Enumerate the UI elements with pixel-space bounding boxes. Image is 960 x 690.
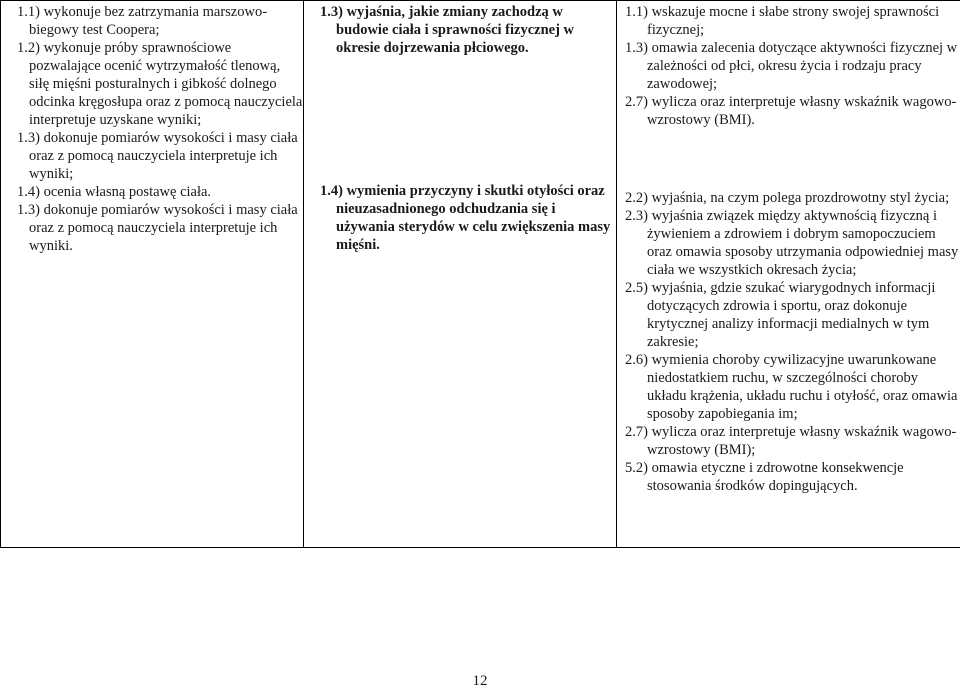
- list-item: 2.7) wylicza oraz interpretuje własny wskaźnik wagowo-wzrostowy (BMI);: [625, 424, 957, 458]
- list-item: 2.6) wymienia choroby cywilizacyjne uwarunkowane niedostatkiem ruchu, w szczególności choroby układu krążenia, układu ruchu i otyłość, oraz omawia sposoby zapobiegania im;: [625, 352, 958, 422]
- list-item: 1.3) omawia zalecenia dotyczące aktywności fizycznej w zależności od płci, okresu życia i rodzaju pracy zawodowej;: [625, 40, 958, 92]
- table-row: [1, 1, 960, 548]
- list-item: 2.3) wyjaśnia związek między aktywnością fizyczną i żywieniem a zdrowiem i dobrym samopoczuciem oraz omawia sposoby utrzymania odpowiedniej masy ciała we wszystkich okresach życia;: [625, 208, 959, 278]
- list-item: 1.4) ocenia własną postawę ciała.: [17, 184, 212, 200]
- list-item: 5.2) omawia etyczne i zdrowotne konsekwencje stosowania środków dopingujących.: [625, 460, 904, 494]
- spacer: [320, 57, 616, 182]
- page-number: 12: [472, 673, 488, 689]
- list-item: 1.3) wyjaśnia, jakie zmiany zachodzą w budowie ciała i sprawności fizycznej w okresie dojrzewania płciowego.: [320, 4, 575, 56]
- column-requirements-middle: [304, 1, 617, 548]
- list-item: 1.3) dokonuje pomiarów wysokości i masy ciała oraz z pomocą nauczyciela interpretuje ich wyniki.: [17, 202, 298, 254]
- list-item: 1.1) wskazuje mocne i słabe strony swojej sprawności fizycznej;: [625, 4, 940, 38]
- column-requirements-left: [1, 1, 304, 548]
- column-requirements-right: [617, 1, 960, 548]
- list-item: 2.5) wyjaśnia, gdzie szukać wiarygodnych informacji dotyczących zdrowia i sportu, oraz dokonuje krytycznej analizy informacji medialnych w tym zakresie;: [625, 280, 936, 350]
- list-item: 2.2) wyjaśnia, na czym polega prozdrowotny styl życia;: [625, 190, 950, 206]
- list-item: 1.1) wykonuje bez zatrzymania marszowo-biegowy test Coopera;: [17, 4, 268, 38]
- list-item: 1.2) wykonuje próby sprawnościowe pozwalające ocenić wytrzymałość tlenową, siłę mięśni posturalnych i gibkość dolnego odcinka kręgosłupa oraz z pomocą nauczyciela interpretuje uzyskane wyniki;: [17, 40, 303, 128]
- spacer: [625, 129, 960, 189]
- list-item: 2.7) wylicza oraz interpretuje własny wskaźnik wagowo-wzrostowy (BMI).: [625, 94, 957, 128]
- list-item: 1.3) dokonuje pomiarów wysokości i masy ciała oraz z pomocą nauczyciela interpretuje ich wyniki;: [17, 130, 298, 182]
- list-item: 1.4) wymienia przyczyny i skutki otyłości oraz nieuzasadnionego odchudzania się i używania sterydów w celu zwiększenia masy mięśni.: [320, 183, 611, 253]
